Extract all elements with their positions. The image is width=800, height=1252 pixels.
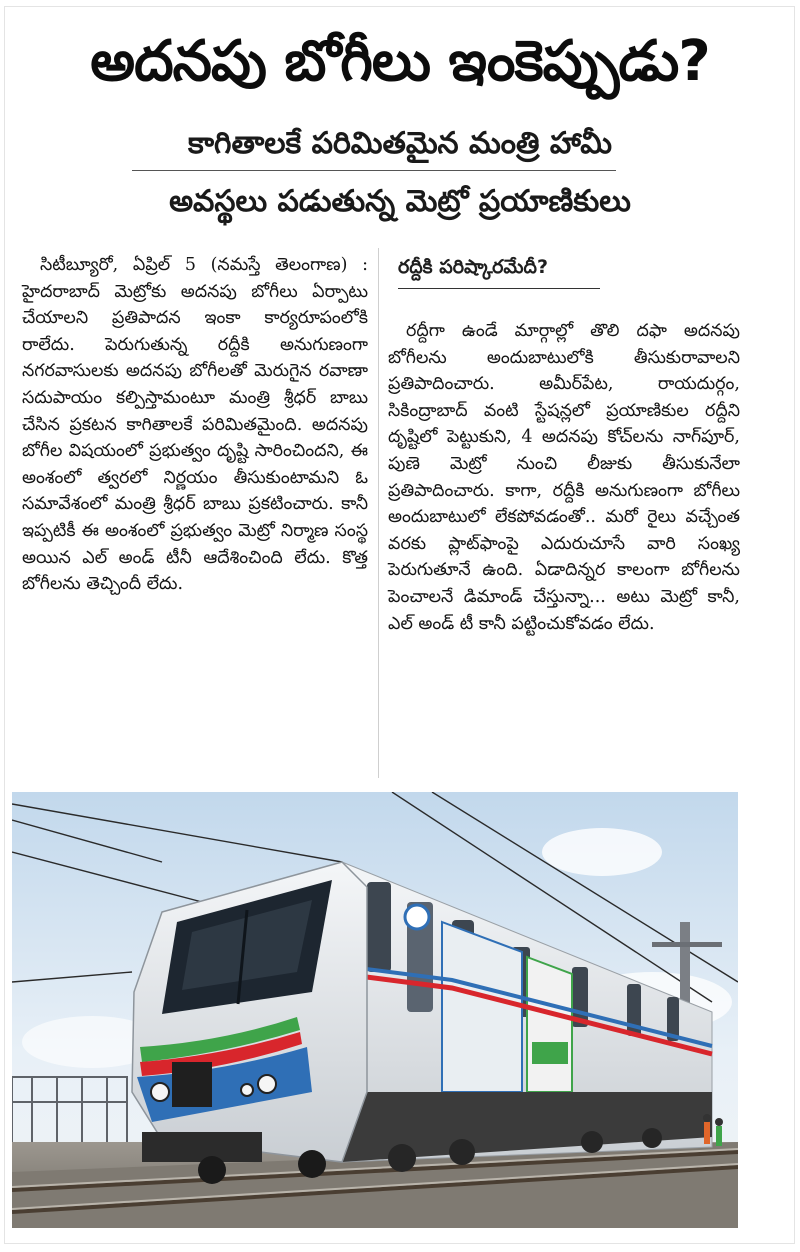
article-subheadline-2: అవస్థలు పడుతున్న మెట్రో ప్రయాణికులు (169, 184, 631, 219)
left-column (22, 252, 368, 598)
article-headline: అదనపు బోగీలు ఇంకెప్పుడు? (90, 29, 710, 94)
column-divider (378, 248, 379, 778)
subhead-underline (398, 288, 600, 289)
left-column-text: సిటీబ్యూరో, ఏప్రిల్ 5 (నమస్తే తెలంగాణ) : హైదరాబాద్ మెట్రోకు అదనపు బోగీలు ఏర్పాటు చేయాలని ప్రతిపాదన ఇంకా కార్యరూపంలోకి రాలేదు. పెరుగుతున్న రద్దీకి అనుగుణంగా నగరవాసులకు అదనపు బోగీలతో మెరుగైన రవాణా సదుపాయం కల్పిస్తామంటూ మంత్రి శ్రీధర్ బాబు చేసిన ప్రకటన కాగితాలకే పరిమితమైంది. అదనపు బోగీల విషయంలో ప్రభుత్వం దృష్టి సారించిందని, ఈ అంశంలో త్వరలో నిర్ణయం తీసుకుంటామని ఓ సమావేశంలో మంత్రి శ్రీధర్ బాబు ప్రకటించారు. కానీ ఇప్పటికీ ఈ అంశంలో ప్రభుత్వం మెట్రో నిర్మాణ సంస్థ అయిన ఎల్ అండ్ టీనీ ఆదేశించింది లేదు. కొత్త బోగీలను తెచ్చిందీ లేదు. (22, 255, 368, 595)
metro-train-photo (12, 792, 738, 1228)
right-column-subhead: రద్దీకి పరిష్కారమేదీ? (398, 256, 548, 278)
article-subheadline-1: కాగితాలకే పరిమితమైన మంత్రి హామీ (187, 126, 613, 161)
right-column-text: రద్దీగా ఉండే మార్గాల్లో తొలి దఫా అదనపు బోగీలను అందుబాటులోకి తీసుకురావాలని ప్రతిపాదించారు. అమీర్‌పేట, రాయదుర్గం, సికింద్రాబాద్ వంటి స్టేషన్లలో ప్రయాణికుల రద్దీని దృష్టిలో పెట్టుకుని, 4 అదనపు కోచ్‌లను నాగ్‌పూర్, పుణె మెట్రో నుంచి లీజుకు తీసుకునేలా ప్రతిపాదించారు. కాగా, రద్దీకి అనుగుణంగా బోగీలు అందుబాటులో లేకపోవడంతో.. మరో రైలు వచ్చేంత వరకు ప్లాట్‌ఫాంపై ఎదురుచూసే వారి సంఖ్య పెరుగుతూనే ఉంది. ఏడాదిన్నర కాలంగా బోగీలను పెంచాలనే డిమాండ్ చేస్తున్నా... అటు మెట్రో కానీ, ఎల్ అండ్ టీ కానీ పట్టించుకోవడం లేదు. (388, 321, 740, 634)
subheadline-divider (132, 170, 616, 171)
right-column (388, 318, 740, 637)
